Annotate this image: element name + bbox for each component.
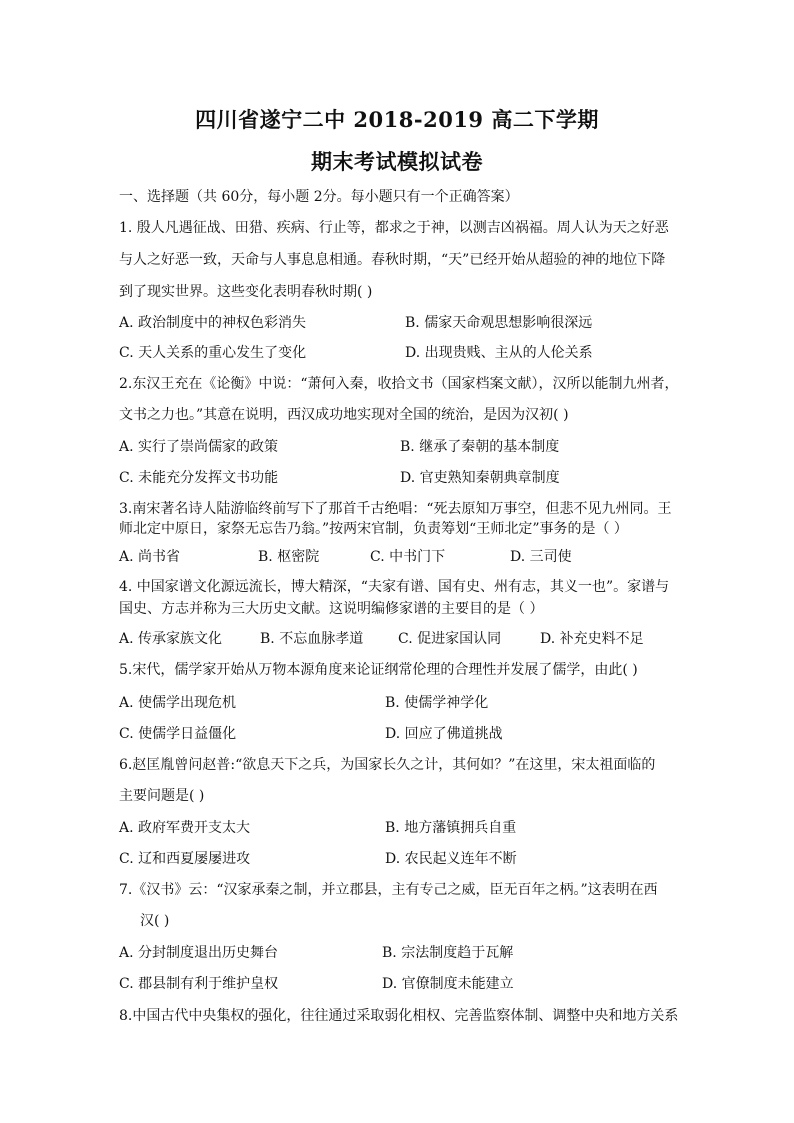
exam-title-line2: 期末考试模拟试卷 bbox=[311, 149, 483, 174]
question-5-option-a: A. 使儒学出现危机 bbox=[119, 695, 237, 711]
question-3-line-1: 3.南宋著名诗人陆游临终前写下了那首千古绝唱：“死去原知万事空，但悲不见九州同。王 bbox=[119, 501, 672, 517]
question-4-line-2: 国史、方志并称为三大历史文献。这说明编修家谱的主要目的是（ ） bbox=[119, 601, 544, 617]
question-6-line-2: 主要问题是( ) bbox=[119, 788, 205, 804]
question-1-option-a: A. 政治制度中的神权色彩消失 bbox=[119, 315, 307, 331]
question-2-option-b: B. 继承了秦朝的基本制度 bbox=[400, 439, 560, 455]
question-4-option-a: A. 传承家族文化 bbox=[119, 631, 223, 647]
question-2-line-2: 文书之力也。”其意在说明，西汉成功地实现对全国的统治，是因为汉初( ) bbox=[119, 407, 569, 423]
question-4-option-d: D. 补充史料不足 bbox=[540, 631, 644, 647]
question-8-line-1: 8.中国古代中央集权的强化，往往通过采取弱化相权、完善监察体制、调整中央和地方关系 bbox=[119, 1008, 679, 1024]
question-5-option-b: B. 使儒学神学化 bbox=[385, 695, 489, 711]
question-2-option-d: D. 官吏熟知秦朝典章制度 bbox=[400, 470, 560, 486]
question-7-line-2: 汉( ) bbox=[140, 913, 170, 929]
section-heading: 一、选择题（共 60分，每小题 2分。每小题只有一个正确答案） bbox=[119, 189, 519, 205]
question-3-option-b: B. 枢密院 bbox=[258, 549, 320, 565]
question-3-option-c: C. 中书门下 bbox=[370, 549, 446, 565]
question-1-option-b: B. 儒家天命观思想影响很深远 bbox=[405, 315, 593, 331]
question-1-line-3: 到了现实世界。这些变化表明春秋时期( ) bbox=[119, 284, 373, 300]
question-6-line-1: 6.赵匡胤曾问赵普:“欲息天下之兵，为国家长久之计，其何如？”在这里，宋太祖面临的 bbox=[119, 757, 656, 773]
question-6-option-c: C. 辽和西夏屡屡进攻 bbox=[119, 851, 251, 867]
question-7-option-b: B. 宗法制度趋于瓦解 bbox=[382, 945, 514, 961]
question-2-option-c: C. 未能充分发挥文书功能 bbox=[119, 470, 279, 486]
question-6-option-a: A. 政府军费开支太大 bbox=[119, 820, 251, 836]
question-1-line-1: 1. 殷人凡遇征战、田猎、疾病、行止等，都求之于神，以测吉凶祸福。周人认为天之好恶 bbox=[119, 220, 669, 236]
question-1-line-2: 与人之好恶一致，天命与人事息息相通。春秋时期，“天”已经开始从超验的神的地位下降 bbox=[119, 252, 666, 268]
question-5-option-c: C. 使儒学日益僵化 bbox=[119, 726, 237, 742]
question-7-option-a: A. 分封制度退出历史舞台 bbox=[119, 945, 279, 961]
question-7-line-1: 7.《汉书》云：“汉家承秦之制，并立郡县，主有专己之威，臣无百年之柄。”这表明在西 bbox=[119, 882, 658, 898]
question-5-line-1: 5.宋代，儒学家开始从万物本源角度来论证纲常伦理的合理性并发展了儒学，由此( ) bbox=[119, 662, 638, 678]
exam-title-line1: 四川省遂宁二中 2018-2019 高二下学期 bbox=[195, 107, 599, 132]
question-4-line-1: 4. 中国家谱文化源远流长，博大精深，“夫家有谱、国有史、州有志，其义一也”。家谱与 bbox=[119, 579, 670, 595]
question-3-option-d: D. 三司使 bbox=[510, 549, 572, 565]
question-1-option-d: D. 出现贵贱、主从的人伦关系 bbox=[405, 345, 593, 361]
question-3-line-2: 师北定中原日，家祭无忘告乃翁。”按两宋官制，负责筹划“王师北定”事务的是（ ） bbox=[119, 521, 628, 537]
question-2-option-a: A. 实行了崇尚儒家的政策 bbox=[119, 439, 279, 455]
question-3-option-a: A. 尚书省 bbox=[119, 549, 181, 565]
question-7-option-c: C. 郡县制有利于维护皇权 bbox=[119, 976, 279, 992]
question-6-option-b: B. 地方藩镇拥兵自重 bbox=[385, 820, 517, 836]
question-4-option-c: C. 促进家国认同 bbox=[398, 631, 502, 647]
question-2-line-1: 2.东汉王充在《论衡》中说：“萧何入秦，收拾文书（国家档案文献），汉所以能制九州者， bbox=[119, 376, 679, 392]
question-6-option-d: D. 农民起义连年不断 bbox=[385, 851, 517, 867]
question-7-option-d: D. 官僚制度未能建立 bbox=[382, 976, 514, 992]
question-4-option-b: B. 不忘血脉孝道 bbox=[260, 631, 364, 647]
question-1-option-c: C. 天人关系的重心发生了变化 bbox=[119, 345, 307, 361]
question-5-option-d: D. 回应了佛道挑战 bbox=[385, 726, 503, 742]
